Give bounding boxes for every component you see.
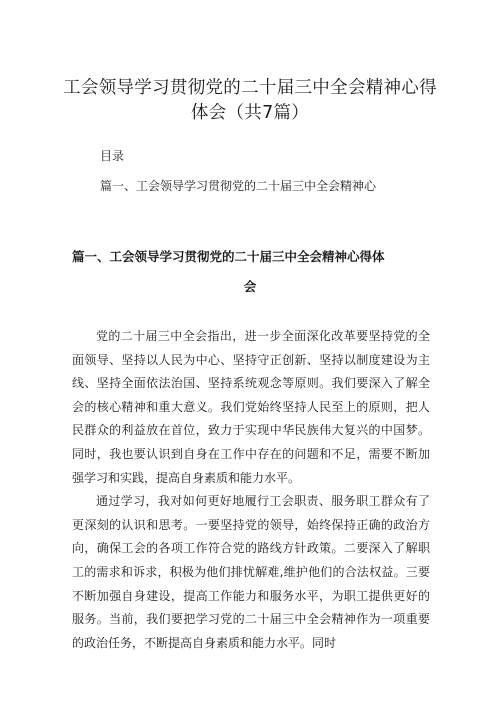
section-title — [72, 242, 428, 302]
body-paragraph: 党的二十届三中全会指出，进一步全面深化改革要坚持党的全面领导、坚持以人民为中心、坚持守正创新、坚持以制度建设为主线、坚持全面依法治国、坚持系统观念等原则。我们要深入了解全会的核心精神和重大意义。我们党始终坚持人民至上的原则，把人民群众的利益放在首位，致力于实现中华民族伟大复兴的中国梦。同时，我也要认识到自身在工作中存在的问题和不足，需要不断加强学习和实践，提高自身素质和能力水平。 — [72, 329, 430, 485]
document-title: 工会领导学习贯彻党的二十届三中全会精神心得体会（共7篇） — [63, 78, 437, 123]
section-title-line-1: 篇一、工会领导学习贯彻党的二十届三中全会精神心得体 — [72, 249, 385, 264]
toc-heading: 目录 — [100, 149, 125, 163]
toc-item[interactable]: 篇一、工会领导学习贯彻党的二十届三中全会精神心 — [100, 179, 377, 193]
section-title-line-2: 会 — [243, 279, 257, 294]
section-body — [72, 325, 430, 655]
body-paragraph: 通过学习，我对如何更好地履行工会职责、服务职工群众有了更深刻的认识和思考。一要坚持党的领导，始终保持正确的政治方向，确保工会的各项工作符合党的路线方针政策。二要深入了解职工的需求和诉求，积极为他们排忧解难,维护他们的合法权益。三要不断加强自身建设，提高工作能力和服务水平，为职工提供更好的服务。当前，我们要把学习党的二十届三中全会精神作为一项重要的政治任务，不断提高自身素质和能力水平。同时 — [72, 494, 430, 650]
